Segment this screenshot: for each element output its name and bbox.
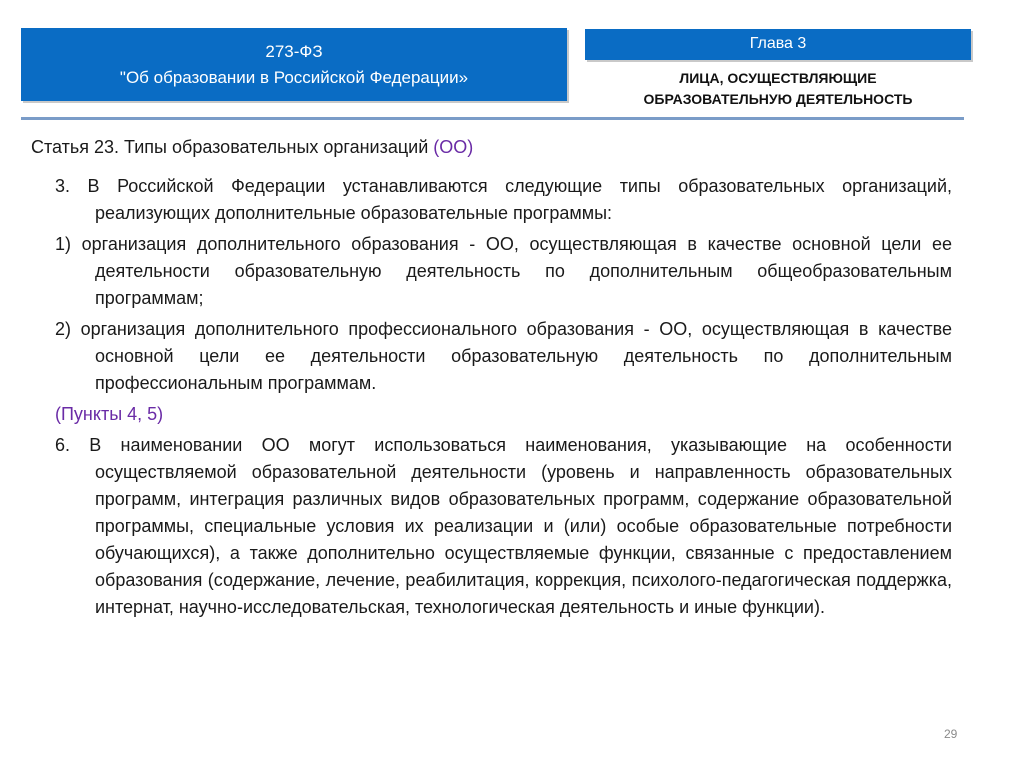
- chapter-title: [585, 68, 971, 110]
- paragraph-item-2: 2) организация дополнительного профессионального образования - ОО, осуществляющая в качестве основной цели ее деятельности образовательную деятельность по дополнительным профессиональным программам.: [55, 319, 952, 393]
- article-title-text: Статья 23. Типы образовательных организаций: [31, 137, 434, 157]
- chapter-label: Глава 3: [749, 35, 807, 52]
- law-number: 273-ФЗ: [265, 42, 323, 61]
- paragraph-3: 3. В Российской Федерации устанавливаются следующие типы образовательных организаций, реализующих дополнительные образовательные программы:: [55, 176, 952, 223]
- header-divider: [21, 117, 964, 120]
- points-link[interactable]: (Пункты 4, 5): [55, 404, 164, 424]
- paragraph-6: 6. В наименовании ОО могут использоваться наименования, указывающие на особенности осуществляемой образовательной деятельности (уровень и направленность образовательных программ, интеграция различных видов образовательных программ, содержание образовательной программы, специальные условия их реализации и (или) особые образовательные потребности обучающихся), а также дополнительно осуществляемые функции, связанные с предоставлением образования (содержание, лечение, реабилитация, коррекция, психолого-педагогическая поддержка, интернат, научно-исследовательская, технологическая деятельность и иные функции).: [55, 435, 952, 617]
- abbr-link[interactable]: (ОО): [433, 137, 474, 157]
- article-content: [55, 173, 952, 625]
- law-header-box: [21, 28, 567, 101]
- page-number: 29: [944, 727, 958, 741]
- chapter-title-line2: ОБРАЗОВАТЕЛЬНУЮ ДЕЯТЕЛЬНОСТЬ: [643, 91, 913, 107]
- chapter-label-box: [585, 29, 971, 60]
- law-title: "Об образовании в Российской Федерации»: [119, 68, 469, 87]
- paragraph-item-1: 1) организация дополнительного образования - ОО, осуществляющая в качестве основной цели ее деятельности образовательную деятельность по дополнительным общеобразовательным программам;: [55, 234, 952, 308]
- article-title: [31, 135, 473, 159]
- chapter-title-line1: ЛИЦА, ОСУЩЕСТВЛЯЮЩИЕ: [679, 70, 877, 86]
